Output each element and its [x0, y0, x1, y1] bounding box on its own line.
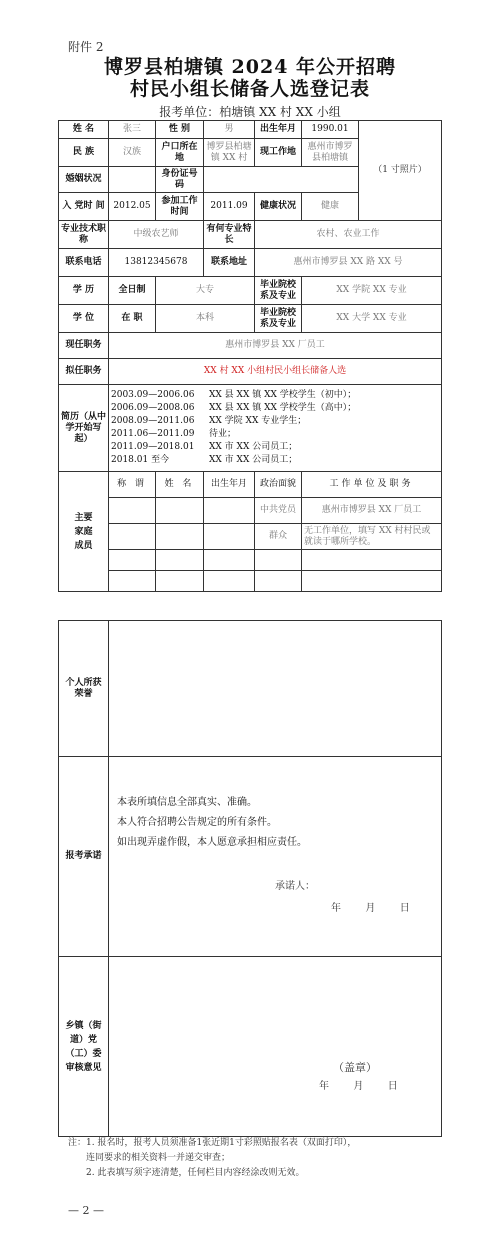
resume-date: 2011.09—2018.01: [111, 442, 195, 452]
specialty-value[interactable]: 农村、农业工作: [255, 221, 442, 249]
resume-entry: [111, 454, 439, 467]
family-political-header: 政治面貌: [255, 472, 302, 498]
hukou-label: 户口所在地: [156, 139, 204, 167]
family-cell[interactable]: [156, 524, 204, 550]
edu-fulltime-value[interactable]: 大专: [156, 277, 255, 305]
name-value[interactable]: 张三: [109, 121, 156, 139]
family-relation-header: 称 谓: [109, 472, 156, 498]
family-cell[interactable]: [255, 550, 302, 571]
fulltime-label: 全日制: [109, 277, 156, 305]
name-label: 姓 名: [59, 121, 109, 139]
applying-unit: 报考单位：柏塘镇 XX 村 XX 小组: [159, 105, 341, 119]
edu-inservice-value[interactable]: 本科: [156, 305, 255, 333]
notes: [68, 1136, 356, 1181]
family-birth-header: 出生年月: [204, 472, 255, 498]
review-date[interactable]: 年 月 日: [319, 1081, 404, 1092]
family-cell[interactable]: [302, 550, 442, 571]
pledge-signer[interactable]: 承诺人：: [275, 881, 315, 892]
phone-label: 联系电话: [59, 249, 109, 277]
marital-value[interactable]: [109, 167, 156, 193]
family-cell[interactable]: [204, 498, 255, 524]
family-political-1[interactable]: 中共党员: [255, 498, 302, 524]
honors-pledge-table: [58, 620, 442, 1137]
work-start-label: 参加工作时间: [156, 193, 204, 221]
family-work-2[interactable]: 无工作单位，填写 XX 村村民或就读于哪所学校。: [302, 524, 442, 550]
ethnicity-value[interactable]: 汉族: [109, 139, 156, 167]
health-value[interactable]: 健康: [302, 193, 359, 221]
school-inservice-label: 毕业院校系及专业: [255, 305, 302, 333]
id-value[interactable]: [204, 167, 359, 193]
birth-value[interactable]: 1990.01: [302, 121, 359, 139]
family-cell[interactable]: [109, 571, 156, 592]
pledge-label: 报考承诺: [59, 757, 109, 957]
family-cell[interactable]: [156, 550, 204, 571]
form-title-line2: 村民小组长储备人选登记表: [129, 78, 370, 100]
note-1-cont: 连同要求的相关资料一并递交审查；: [86, 1153, 231, 1163]
party-join-value[interactable]: 2012.05: [109, 193, 156, 221]
degree-label: 学 位: [59, 305, 109, 333]
photo-box[interactable]: [359, 121, 442, 221]
honors-value[interactable]: [109, 621, 442, 757]
birth-label: 出生年月: [255, 121, 302, 139]
page-number: — 2 —: [68, 1204, 104, 1217]
family-cell[interactable]: [255, 571, 302, 592]
resume-list: [111, 389, 439, 467]
party-join-label: 入 党时 间: [59, 193, 109, 221]
note-1: 注：1. 报名时，报考人员须准备1张近期1寸彩照贴报名表（双面打印），: [68, 1138, 357, 1148]
resume-entry: [111, 402, 439, 415]
family-cell[interactable]: [109, 550, 156, 571]
ethnicity-label: 民 族: [59, 139, 109, 167]
family-cell[interactable]: [204, 524, 255, 550]
tech-title-value[interactable]: 中级农艺师: [109, 221, 204, 249]
health-label: 健康状况: [255, 193, 302, 221]
family-cell[interactable]: [204, 571, 255, 592]
family-political-2[interactable]: 群众: [255, 524, 302, 550]
honors-label: 个人所获荣誉: [59, 621, 109, 757]
family-cell[interactable]: [204, 550, 255, 571]
pledge-date[interactable]: 年 月 日: [331, 903, 416, 914]
review-label: 乡镇（街道）党（工）委审核意见: [59, 957, 109, 1137]
form-title-line1: 博罗县柏塘镇 2024 年公开招聘: [103, 56, 397, 78]
resume-date: 2011.06—2011.09: [111, 429, 195, 439]
pledge-line-2: 本人符合招聘公告规定的所有条件。: [117, 817, 277, 828]
registration-table: [58, 120, 442, 592]
review-content: [109, 957, 442, 1137]
family-work-header: 工作单位及职务: [302, 472, 442, 498]
hukou-value[interactable]: 博罗县柏塘镇 XX 村: [204, 139, 255, 167]
attachment-label: 附件 2: [68, 40, 104, 54]
resume-date: 2003.09—2006.06: [111, 390, 195, 400]
education-label: 学 历: [59, 277, 109, 305]
intended-post-value[interactable]: XX 村 XX 小组村民小组长储备人选: [109, 359, 442, 385]
resume-entry: [111, 441, 439, 454]
resume-desc: 待业；: [209, 429, 237, 439]
address-value[interactable]: 惠州市博罗县 XX 路 XX 号: [255, 249, 442, 277]
inservice-label: 在 职: [109, 305, 156, 333]
pledge-line-1: 本表所填信息全部真实、准确。: [117, 797, 257, 808]
review-seal: （盖章）: [333, 1061, 377, 1074]
address-label: 联系地址: [204, 249, 255, 277]
resume-entry: [111, 428, 439, 441]
family-label: 主要家庭成员: [59, 472, 109, 592]
school-inservice-value[interactable]: XX 大学 XX 专业: [302, 305, 442, 333]
workplace-value[interactable]: 惠州市博罗县柏塘镇: [302, 139, 359, 167]
gender-value[interactable]: 男: [204, 121, 255, 139]
tech-title-label: 专业技术职称: [59, 221, 109, 249]
resume-desc: XX 县 XX 镇 XX 学校学生（初中）；: [209, 390, 357, 400]
resume-content[interactable]: [109, 385, 442, 472]
marital-label: 婚姻状况: [59, 167, 109, 193]
gender-label: 性 别: [156, 121, 204, 139]
work-start-value[interactable]: 2011.09: [204, 193, 255, 221]
pledge-line-3: 如出现弄虚作假，本人愿意承担相应责任。: [117, 837, 307, 848]
resume-date: 2018.01 至今: [111, 455, 170, 465]
resume-entry: [111, 415, 439, 428]
school-fulltime-label: 毕业院校系及专业: [255, 277, 302, 305]
resume-desc: XX 学院 XX 专业学生；: [209, 416, 307, 426]
photo-label: （1 寸照片）: [373, 165, 427, 175]
resume-desc: XX 县 XX 镇 XX 学校学生（高中）；: [209, 403, 357, 413]
resume-date: 2006.09—2008.06: [111, 403, 195, 413]
current-post-value[interactable]: 惠州市博罗县 XX 厂员工: [109, 333, 442, 359]
family-cell[interactable]: [109, 498, 156, 524]
family-cell[interactable]: [156, 571, 204, 592]
resume-date: 2008.09—2011.06: [111, 416, 195, 426]
family-cell[interactable]: [302, 571, 442, 592]
current-post-label: 现任职务: [59, 333, 109, 359]
resume-entry: [111, 389, 439, 402]
school-fulltime-value[interactable]: XX 学院 XX 专业: [302, 277, 442, 305]
family-work-1[interactable]: 惠州市博罗县 XX 厂员工: [302, 498, 442, 524]
family-cell[interactable]: [109, 524, 156, 550]
resume-label: 简历（从中学开始写起）: [59, 385, 109, 472]
pledge-content: [109, 757, 442, 957]
id-label: 身份证号码: [156, 167, 204, 193]
intended-post-label: 拟任职务: [59, 359, 109, 385]
resume-desc: XX 市 XX 公司员工；: [209, 455, 298, 465]
resume-desc: XX 市 XX 公司员工；: [209, 442, 298, 452]
specialty-label: 有何专业特长: [204, 221, 255, 249]
note-2: 2. 此表填写须字迹清楚，任何栏目内容经涂改则无效。: [86, 1168, 305, 1178]
family-cell[interactable]: [156, 498, 204, 524]
phone-value[interactable]: 13812345678: [109, 249, 204, 277]
family-name-header: 姓 名: [156, 472, 204, 498]
workplace-label: 现工作地: [255, 139, 302, 167]
